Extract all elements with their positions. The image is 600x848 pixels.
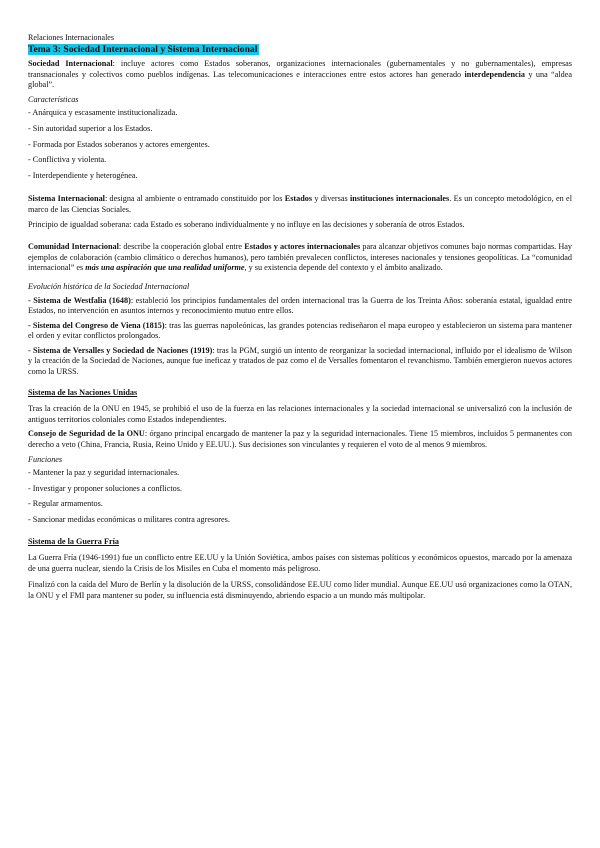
guerra-fria-paragraph-1: La Guerra Fría (1946-1991) fue un conflicto entre EE.UU y la Unión Soviética, ambos países con sistemas políticos y económicos opuestos, marcado por la amenaza de una guerra nuclear, siendo la Crisis de los Misiles en Cuba el momento más peligroso. [28,553,572,573]
guerra-fria-heading: Sistema de la Guerra Fría [28,536,119,546]
si-text1: : designa al ambiente o entramado constituido por los [104,194,285,204]
principio-paragraph: Principio de igualdad soberana: cada Estado es soberano individualmente y no influye en las decisiones y soberanía de otros Estados. [28,219,465,229]
viena-text: : tras las guerras napoleónicas, las grandes potencias rediseñaron el mapa europeo y establecieron un sistema para mantener el orden y evitar conflictos prolongados. [28,320,572,341]
funciones-heading: Funciones [28,454,63,464]
consejo-term: Consejo de Seguridad de la ONU [28,429,145,439]
si-bold2: instituciones internacionales [350,194,450,204]
si-text3: . Es un concepto metodológico, en el marco de las Ciencias Sociales. [28,194,572,214]
si-text2: y diversas [312,194,350,204]
document-title: Tema 3: Sociedad Internacional y Sistema Internacional [28,44,258,55]
sistema-internacional-paragraph [28,194,572,215]
caracteristicas-list [28,108,572,181]
caracteristicas-heading: Características [28,94,79,104]
comunidad-term: Comunidad Internacional [28,242,119,252]
westfalia-term: - Sistema de Westfalia (1648) [28,295,131,305]
running-header: Relaciones Internacionales [28,33,114,42]
viena-term: - Sistema del Congreso de Viena (1815) [28,320,165,330]
versalles-term: - Sistema de Versalles y Sociedad de Naciones (1919) [28,345,213,355]
ci-bold2: más una aspiración que una realidad uniforme [85,263,245,273]
comunidad-paragraph [28,242,572,274]
list-item: - Sancionar medidas económicas o militares contra agresores. [28,515,230,524]
onu-paragraph: Tras la creación de la ONU en 1945, se prohibió el uso de la fuerza en las relaciones internacionales y la sociedad internacional se universalizó con la inclusión de antiguos territorios coloniales como Estados independientes. [28,404,572,424]
list-item: - Mantener la paz y seguridad internacionales. [28,468,180,478]
onu-heading: Sistema de las Naciones Unidas [28,387,138,397]
intro-text: : incluye actores como Estados soberanos, organizaciones internacionales (gubernamentales y no gubernamentales), empresas transnacionales y colectivos como pueblos indígenas. Las telecomunicaciones e interacciones entre estos actores han generado [28,59,572,79]
funciones-list [28,468,572,525]
ci-text3: , y su existencia depende del contexto y el ámbito analizado. [244,263,443,273]
sistema-internacional-term: Sistema Internacional [28,194,105,204]
list-item: - Anárquica y escasamente institucionalizada. [28,108,178,118]
consejo-paragraph [28,429,572,450]
document-page [28,33,572,606]
intro-bold: interdependencia [464,69,526,79]
evolucion-item [28,296,572,317]
intro-term: Sociedad Internacional [28,59,113,68]
evolucion-item [28,321,572,342]
si-bold1: Estados [284,194,313,204]
ci-text1: : describe la cooperación global entre [118,242,245,252]
intro-paragraph [28,59,572,91]
list-item: - Interdependiente y heterogénea. [28,170,138,180]
list-item: - Investigar y proponer soluciones a conflictos. [28,483,182,493]
list-item: - Formada por Estados soberanos y actores emergentes. [28,139,210,149]
ci-bold1: Estados y actores internacionales [244,242,361,252]
westfalia-text: : estableció los principios fundamentales del orden internacional tras la Guerra de los Treinta Años: soberanía estatal, igualdad entre Estados, no intervención en asuntos internos y reconocimiento mutuo entre ellos. [28,295,572,316]
consejo-text: : órgano principal encargado de mantener la paz y la seguridad internacionales. Tiene 15 miembros, incluidos 5 permanentes con derecho a veto (China, Francia, Rusia, Reino Unido y EE.UU.). Sus decisiones son vinculantes y requieren el voto de al menos 9 miembros. [28,429,572,450]
list-item: - Regular armamentos. [28,499,103,509]
list-item: - Conflictiva y violenta. [28,155,107,165]
list-item: - Sin autoridad superior a los Estados. [28,123,153,133]
intro-text-end: y una “aldea global”. [28,69,572,90]
versalles-text: : tras la PGM, surgió un intento de reorganizar la sociedad internacional, influido por el idealismo de Wilson y la creación de la Sociedad de Naciones, aunque fue ineficaz y tratados de paz como el de Versalles fomentaron el revanchismo. También emergieron nuevos actores como la URSS. [28,345,573,377]
guerra-fria-paragraph-2: Finalizó con la caída del Muro de Berlín y la disolución de la URSS, consolidándose EE.UU como líder mundial. Aunque EE.UU usó organizaciones como la OTAN, la ONU y el FMI para mantener su poder, su influencia está disminuyendo, abriendo espacio a un mundo más multipolar. [28,580,573,600]
evolucion-item [28,346,572,378]
ci-text2: para alcanzar objetivos comunes bajo normas compartidas. Hay ejemplos de colaboración (cambio climático o derechos humanos), pero también prevalecen conflictos, intereses nacionales y tensiones geopolíticas. La “comunidad internacional” es [28,242,573,273]
evolucion-heading: Evolución histórica de la Sociedad Internacional [28,281,190,291]
